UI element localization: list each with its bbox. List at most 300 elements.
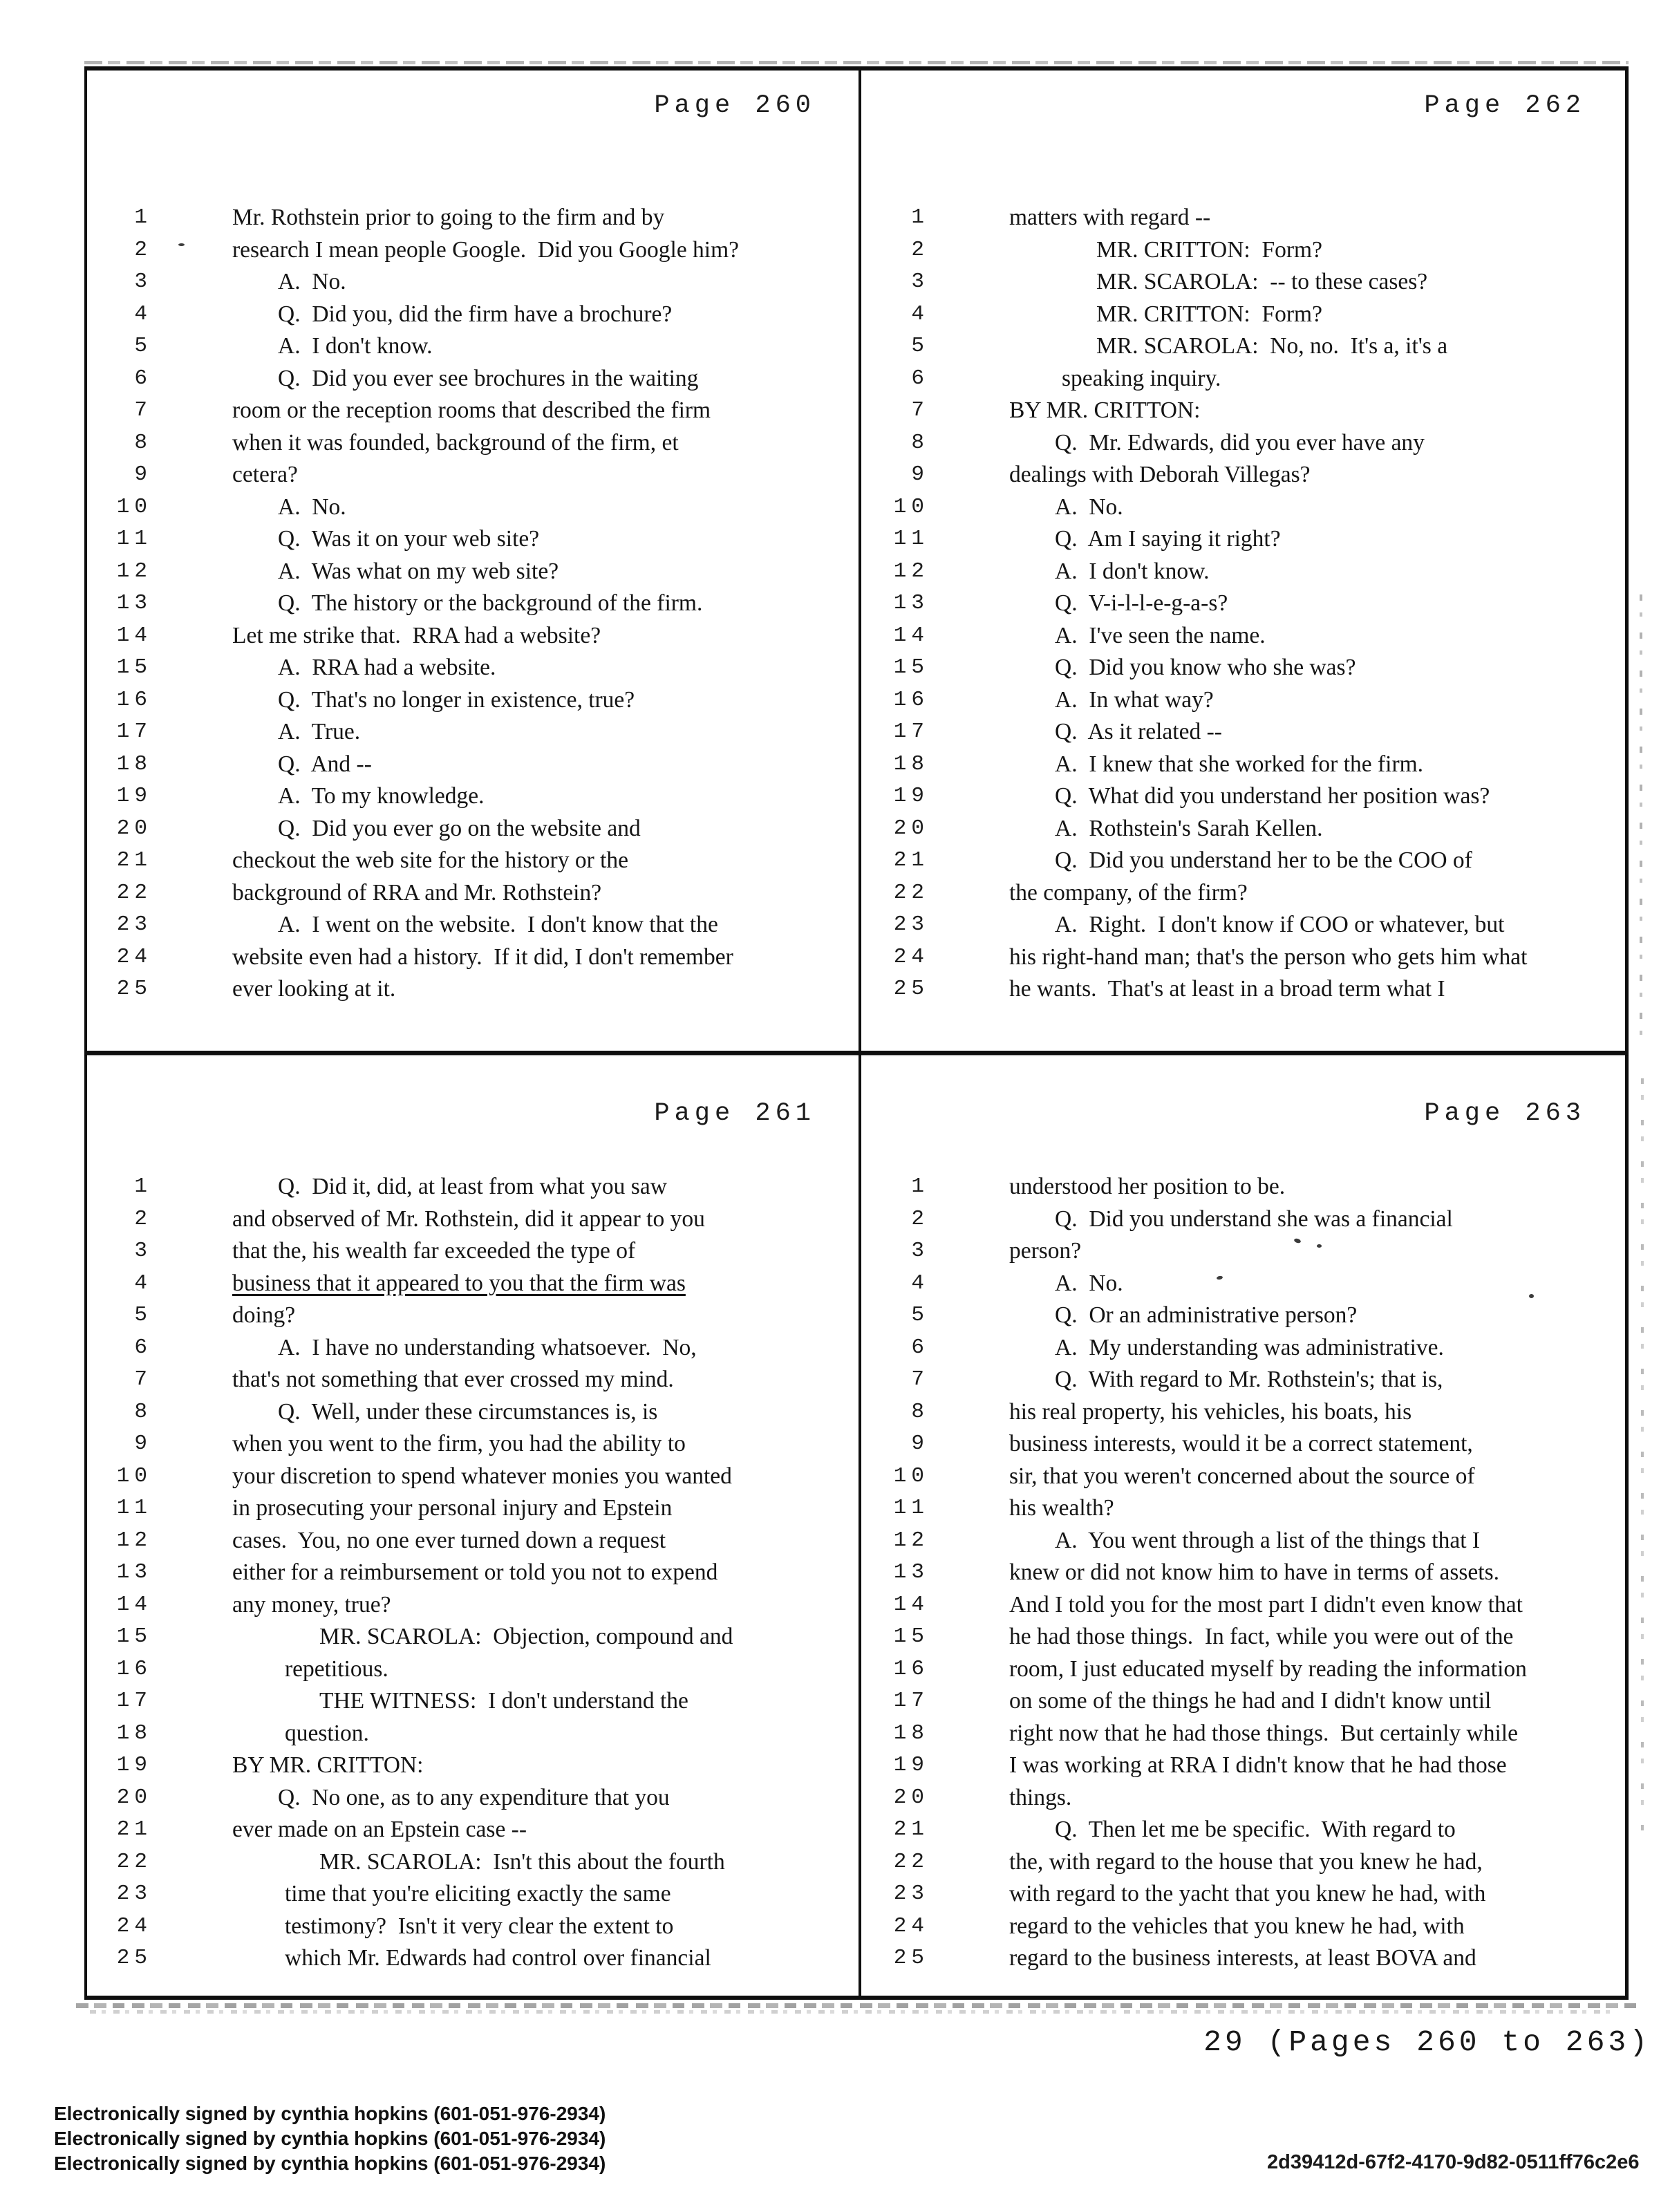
scan-noise-bottom-light [90, 2010, 1611, 2014]
transcript-line [84, 1589, 859, 1622]
scan-noise-top [84, 61, 1629, 64]
line-text: A. Right. I don't know if COO or whatever, but [1055, 912, 1505, 937]
line-number: 23 [893, 1882, 929, 1906]
line-number: 24 [893, 1913, 929, 1938]
line-number: 17 [893, 720, 929, 744]
line-text: things. [1009, 1784, 1072, 1810]
line-text: the, with regard to the house that you knew he had, [1009, 1848, 1483, 1875]
line-number: 2 [134, 237, 152, 262]
line-number: 7 [134, 398, 152, 422]
transcript-line [84, 845, 859, 877]
line-text: Q. Did it, did, at least from what you saw [278, 1174, 667, 1199]
line-text: ever made on an Epstein case -- [232, 1817, 527, 1842]
transcript-lines [84, 202, 859, 1006]
transcript-line [84, 363, 859, 395]
line-number: 1 [911, 1174, 929, 1199]
line-text: A. To my knowledge. [278, 783, 485, 809]
line-number: 22 [116, 880, 152, 905]
line-text: your discretion to spend whatever monies you wanted [232, 1463, 732, 1489]
line-text: matters with regard -- [1009, 205, 1211, 230]
transcript-line [84, 684, 859, 717]
line-text: he had those things. In fact, while you were out of the [1009, 1624, 1514, 1649]
line-number: 22 [893, 1849, 929, 1874]
transcript-line [84, 266, 859, 299]
line-text: I was working at RRA I didn't know that he had those [1009, 1752, 1507, 1778]
line-text: room or the reception rooms that described the firm [232, 397, 711, 423]
line-number: 15 [116, 655, 152, 679]
line-number: 16 [893, 1656, 929, 1681]
transcript-line [84, 202, 859, 234]
electronic-signature-line: Electronically signed by cynthia hopkins (601-051-976-2934) [54, 2103, 606, 2124]
transcript-line [861, 684, 1629, 717]
line-number: 13 [893, 591, 929, 615]
line-text: on some of the things he had and I didn't know until [1009, 1688, 1492, 1714]
line-number: 24 [893, 944, 929, 969]
line-text: A. No. [278, 494, 346, 520]
line-text: business interests, would it be a correct statement, [1009, 1431, 1473, 1456]
line-text: website even had a history. If it did, I don't remember [232, 944, 733, 970]
line-number: 19 [116, 784, 152, 808]
document-hash: 2d39412d-67f2-4170-9d82-0511ff76c2e6 [1267, 2151, 1640, 2173]
line-number: 21 [893, 1817, 929, 1841]
line-text: regard to the vehicles that you knew he had, with [1009, 1913, 1465, 1939]
transcript-line [84, 1171, 859, 1203]
transcript-line [861, 973, 1629, 1006]
line-text: business that it appeared to you that the firm was [232, 1270, 686, 1296]
line-number: 21 [116, 1817, 152, 1841]
line-text: Q. The history or the background of the firm. [278, 590, 703, 616]
transcript-line [861, 1911, 1629, 1943]
transcript-line [861, 749, 1629, 781]
line-number: 14 [893, 623, 929, 648]
transcript-line [861, 813, 1629, 845]
transcript-line [84, 973, 859, 1006]
transcript-line [861, 1268, 1629, 1300]
transcript-line [84, 1364, 859, 1396]
page-label: Page 260 [654, 91, 816, 120]
line-number: 18 [893, 751, 929, 776]
line-number: 8 [134, 1399, 152, 1424]
transcript-line [861, 266, 1629, 299]
line-text: testimony? Isn't it very clear the extent to [285, 1913, 674, 1939]
line-number: 8 [134, 430, 152, 455]
line-text: BY MR. CRITTON: [232, 1752, 424, 1778]
line-text: he wants. That's at least in a broad term what I [1009, 976, 1445, 1002]
line-number: 15 [116, 1624, 152, 1649]
line-number: 13 [116, 1560, 152, 1584]
transcript-line [861, 780, 1629, 813]
line-text: any money, true? [232, 1591, 391, 1618]
line-number: 16 [893, 687, 929, 712]
page-label: Page 263 [1424, 1099, 1586, 1128]
line-number: 4 [134, 301, 152, 326]
line-number: 10 [893, 1463, 929, 1488]
transcript-line [84, 1942, 859, 1975]
line-text: cases. You, no one ever turned down a request [232, 1527, 666, 1553]
transcript-line [84, 1461, 859, 1493]
line-number: 3 [134, 270, 152, 294]
transcript-line [84, 652, 859, 684]
line-text: A. True. [278, 719, 361, 744]
line-number: 3 [911, 1239, 929, 1263]
transcript-line [861, 1718, 1629, 1750]
line-text: right now that he had those things. But certainly while [1009, 1720, 1518, 1746]
line-text: Q. Was it on your web site? [278, 526, 540, 552]
transcript-page-261 [84, 1055, 859, 2000]
transcript-line [861, 1589, 1629, 1622]
line-number: 17 [893, 1689, 929, 1713]
transcript-line [861, 845, 1629, 877]
transcript-line [84, 1750, 859, 1782]
transcript-line [84, 1685, 859, 1718]
line-number: 13 [893, 1560, 929, 1584]
line-text: which Mr. Edwards had control over financial [285, 1945, 711, 1971]
line-text: A. RRA had a website. [278, 655, 496, 680]
line-number: 2 [911, 1206, 929, 1231]
line-number: 20 [893, 816, 929, 841]
transcript-line [84, 1782, 859, 1815]
electronic-signature-line: Electronically signed by cynthia hopkins (601-051-976-2934) [54, 2153, 606, 2174]
line-text: Q. Or an administrative person? [1055, 1302, 1358, 1328]
line-number: 18 [116, 751, 152, 776]
line-number: 12 [893, 1528, 929, 1553]
line-number: 20 [116, 1785, 152, 1810]
line-number: 12 [116, 1528, 152, 1553]
line-text: Q. With regard to Mr. Rothstein's; that is, [1055, 1367, 1443, 1392]
line-text: A. No. [1055, 494, 1123, 520]
transcript-line [84, 1814, 859, 1846]
line-number: 9 [911, 1432, 929, 1456]
line-text: when it was founded, background of the firm, et [232, 429, 679, 456]
line-number: 22 [116, 1849, 152, 1874]
transcript-line [861, 299, 1629, 331]
transcript-line [861, 1364, 1629, 1396]
transcript-line [84, 620, 859, 653]
line-text: the company, of the firm? [1009, 879, 1248, 906]
line-text: sir, that you weren't concerned about the source of [1009, 1463, 1475, 1489]
line-number: 9 [911, 462, 929, 487]
line-text: and observed of Mr. Rothstein, did it appear to you [232, 1206, 705, 1232]
transcript-line [84, 1332, 859, 1365]
transcript-line [84, 749, 859, 781]
line-text: And I told you for the most part I didn't even know that [1009, 1591, 1523, 1618]
transcript-line [84, 1525, 859, 1557]
line-text: Q. Then let me be specific. With regard to [1055, 1817, 1456, 1842]
line-number: 11 [116, 1496, 152, 1520]
transcript-line [84, 1396, 859, 1429]
transcript-lines [861, 1171, 1629, 1975]
line-text: A. My understanding was administrative. [1055, 1334, 1444, 1360]
transcript-line [861, 234, 1629, 267]
line-text: ever looking at it. [232, 976, 396, 1002]
scan-speck [1529, 1294, 1534, 1298]
line-text: speaking inquiry. [1062, 365, 1221, 391]
line-text: A. I've seen the name. [1055, 622, 1266, 648]
transcript-lines [861, 202, 1629, 1006]
transcript-line [84, 716, 859, 749]
line-text: either for a reimbursement or told you not to expend [232, 1559, 718, 1585]
transcript-line [861, 620, 1629, 653]
transcript-line [84, 909, 859, 941]
line-text: A. I don't know. [278, 333, 433, 359]
scan-noise-bottom [76, 2003, 1637, 2008]
line-text: MR. CRITTON: Form? [1096, 236, 1322, 263]
line-text: A. I went on the website. I don't know that the [278, 912, 718, 937]
line-number: 12 [116, 559, 152, 583]
line-text: when you went to the firm, you had the ability to [232, 1431, 686, 1456]
transcript-line [84, 1718, 859, 1750]
line-number: 6 [911, 366, 929, 391]
scan-noise-right-lower [1641, 1078, 1644, 1839]
line-number: 25 [893, 1946, 929, 1970]
transcript-line [861, 1942, 1629, 1975]
line-text: that's not something that ever crossed my mind. [232, 1367, 674, 1392]
line-number: 6 [134, 366, 152, 391]
transcript-line [84, 780, 859, 813]
line-text: Let me strike that. RRA had a website? [232, 622, 601, 648]
line-text: his real property, his vehicles, his boats, his [1009, 1398, 1412, 1425]
line-number: 9 [134, 462, 152, 487]
transcript-line [861, 1814, 1629, 1846]
transcript-line [84, 330, 859, 363]
line-number: 14 [893, 1592, 929, 1617]
transcript-line [861, 877, 1629, 910]
line-number: 4 [911, 301, 929, 326]
line-number: 7 [911, 1367, 929, 1391]
line-number: 12 [893, 559, 929, 583]
transcript-line [861, 1461, 1629, 1493]
transcript-line [861, 1621, 1629, 1653]
line-text: Q. Did you, did the firm have a brochure? [278, 301, 673, 327]
line-text: time that you're eliciting exactly the same [285, 1881, 671, 1906]
electronic-signature-block [54, 2101, 606, 2176]
line-number: 1 [134, 1174, 152, 1199]
transcript-line [84, 299, 859, 331]
transcript-page-262 [861, 66, 1629, 1051]
line-text: knew or did not know him to have in terms of assets. [1009, 1559, 1499, 1585]
transcript-line [861, 395, 1629, 427]
line-number: 2 [134, 1206, 152, 1231]
line-text: A. I have no understanding whatsoever. No, [278, 1334, 697, 1360]
transcript-line [861, 330, 1629, 363]
line-text: A. I don't know. [1055, 558, 1210, 584]
line-text: room, I just educated myself by reading the information [1009, 1656, 1527, 1682]
line-number: 1 [911, 205, 929, 229]
line-number: 3 [911, 270, 929, 294]
line-number: 4 [911, 1271, 929, 1295]
line-text: MR. CRITTON: Form? [1096, 301, 1322, 327]
transcript-line [84, 1911, 859, 1943]
scan-speck [178, 243, 185, 246]
electronic-signature-line: Electronically signed by cynthia hopkins (601-051-976-2934) [54, 2128, 606, 2149]
line-text: person? [1009, 1238, 1082, 1264]
line-number: 16 [116, 1656, 152, 1681]
transcript-line [861, 1685, 1629, 1718]
transcript-page-260 [84, 66, 859, 1051]
line-text: A. In what way? [1055, 686, 1214, 713]
line-text: with regard to the yacht that you knew he had, with [1009, 1881, 1486, 1906]
line-number: 7 [911, 398, 929, 422]
line-text: A. No. [1055, 1270, 1123, 1296]
line-number: 10 [893, 494, 929, 519]
line-number: 10 [116, 1463, 152, 1488]
line-number: 18 [116, 1721, 152, 1745]
line-number: 21 [893, 848, 929, 872]
transcript-line [861, 1203, 1629, 1236]
line-text: question. [285, 1720, 369, 1746]
line-text: understood her position to be. [1009, 1174, 1286, 1199]
line-number: 25 [893, 977, 929, 1001]
transcript-line [861, 491, 1629, 524]
line-text: Q. Am I saying it right? [1055, 526, 1281, 552]
line-number: 2 [911, 237, 929, 262]
line-text: Q. Well, under these circumstances is, is [278, 1398, 658, 1425]
transcript-line [84, 813, 859, 845]
line-number: 8 [911, 430, 929, 455]
transcript-line [861, 909, 1629, 941]
line-text: Q. What did you understand her position was? [1055, 783, 1490, 809]
transcript-line [84, 556, 859, 588]
line-text: MR. SCAROLA: Objection, compound and [319, 1624, 733, 1649]
line-number: 6 [911, 1335, 929, 1360]
transcript-line [84, 1203, 859, 1236]
line-text: MR. SCAROLA: -- to these cases? [1096, 269, 1428, 294]
line-text: that the, his wealth far exceeded the type of [232, 1238, 636, 1264]
transcript-line [84, 1428, 859, 1461]
line-text: doing? [232, 1302, 296, 1328]
line-number: 14 [116, 1592, 152, 1617]
line-text: BY MR. CRITTON: [1009, 397, 1201, 423]
transcript-line [861, 1396, 1629, 1429]
transcript-line [861, 941, 1629, 974]
transcript-line [84, 1653, 859, 1686]
transcript-line [84, 941, 859, 974]
line-number: 9 [134, 1432, 152, 1456]
transcript-line [861, 1846, 1629, 1879]
transcript-line [84, 427, 859, 460]
line-number: 11 [893, 527, 929, 551]
line-number: 1 [134, 205, 152, 229]
transcript-line [84, 1268, 859, 1300]
scan-noise-right-upper [1640, 594, 1642, 1037]
line-text: A. I knew that she worked for the firm. [1055, 751, 1424, 777]
transcript-line [861, 1428, 1629, 1461]
transcript-line [861, 1750, 1629, 1782]
line-number: 25 [116, 1946, 152, 1970]
line-text: regard to the business interests, at least BOVA and [1009, 1945, 1476, 1971]
line-text: Q. That's no longer in existence, true? [278, 686, 635, 713]
transcript-line [84, 1300, 859, 1332]
transcript-line [861, 1332, 1629, 1365]
transcript-line [861, 1235, 1629, 1268]
transcript-line [84, 877, 859, 910]
line-text: research I mean people Google. Did you Google him? [232, 236, 740, 263]
transcript-line [84, 395, 859, 427]
line-number: 19 [893, 784, 929, 808]
line-text: Q. Did you ever go on the website and [278, 815, 641, 841]
transcript-line [84, 1235, 859, 1268]
transcript-line [84, 491, 859, 524]
line-number: 4 [134, 1271, 152, 1295]
line-text: Q. And -- [278, 751, 372, 777]
line-number: 23 [893, 912, 929, 937]
line-text: Q. Did you understand her to be the COO of [1055, 847, 1472, 873]
transcript-line [861, 1653, 1629, 1686]
line-number: 20 [893, 1785, 929, 1810]
line-text: in prosecuting your personal injury and Epstein [232, 1495, 673, 1521]
line-number: 23 [116, 1882, 152, 1906]
line-number: 25 [116, 977, 152, 1001]
line-number: 19 [116, 1753, 152, 1777]
line-number: 16 [116, 687, 152, 712]
transcript-line [84, 1492, 859, 1525]
line-text: his right-hand man; that's the person who gets him what [1009, 944, 1528, 970]
line-number: 20 [116, 816, 152, 841]
line-number: 5 [134, 334, 152, 358]
line-number: 19 [893, 1753, 929, 1777]
line-number: 22 [893, 880, 929, 905]
transcript-line [861, 556, 1629, 588]
transcript-line [84, 1557, 859, 1589]
page-label: Page 261 [654, 1099, 816, 1128]
line-text: repetitious. [285, 1656, 388, 1682]
line-text: MR. SCAROLA: No, no. It's a, it's a [1096, 333, 1448, 359]
line-number: 14 [116, 623, 152, 648]
transcript-line [861, 1525, 1629, 1557]
transcript-line [861, 363, 1629, 395]
line-number: 11 [893, 1496, 929, 1520]
transcript-line [861, 1782, 1629, 1815]
line-text: dealings with Deborah Villegas? [1009, 462, 1311, 487]
line-text: checkout the web site for the history or the [232, 847, 629, 873]
line-text: A. You went through a list of the things that I [1055, 1527, 1481, 1553]
transcript-line [861, 1878, 1629, 1911]
line-number: 5 [911, 334, 929, 358]
scan-speck [1317, 1244, 1322, 1248]
page-label: Page 262 [1424, 91, 1586, 120]
transcript-line [861, 716, 1629, 749]
transcript-line [861, 1171, 1629, 1203]
transcript-page-263 [861, 1055, 1629, 2000]
line-text: Q. Did you ever see brochures in the waiting [278, 365, 699, 391]
transcript-line [861, 1492, 1629, 1525]
line-number: 23 [116, 912, 152, 937]
transcript-line [861, 588, 1629, 620]
transcript-line [861, 1557, 1629, 1589]
line-text: Q. Did you know who she was? [1055, 655, 1356, 680]
line-number: 17 [116, 1689, 152, 1713]
line-number: 21 [116, 848, 152, 872]
line-text: his wealth? [1009, 1495, 1114, 1521]
transcript-line [84, 234, 859, 267]
line-number: 5 [134, 1303, 152, 1327]
line-number: 18 [893, 1721, 929, 1745]
transcript-line [84, 1878, 859, 1911]
line-number: 13 [116, 591, 152, 615]
line-text: Mr. Rothstein prior to going to the firm and by [232, 205, 665, 230]
transcript-line [84, 588, 859, 620]
line-text: background of RRA and Mr. Rothstein? [232, 879, 602, 906]
line-text: Q. V-i-l-l-e-g-a-s? [1055, 590, 1228, 616]
line-text: MR. SCAROLA: Isn't this about the fourth [319, 1848, 725, 1875]
line-text: Q. Did you understand she was a financial [1055, 1206, 1453, 1232]
sheet-page-count: 29 (Pages 260 to 263) [1203, 2025, 1651, 2059]
line-text: Q. No one, as to any expenditure that you [278, 1784, 670, 1810]
line-number: 3 [134, 1239, 152, 1263]
line-text: A. No. [278, 269, 346, 294]
line-number: 6 [134, 1335, 152, 1360]
line-number: 15 [893, 1624, 929, 1649]
